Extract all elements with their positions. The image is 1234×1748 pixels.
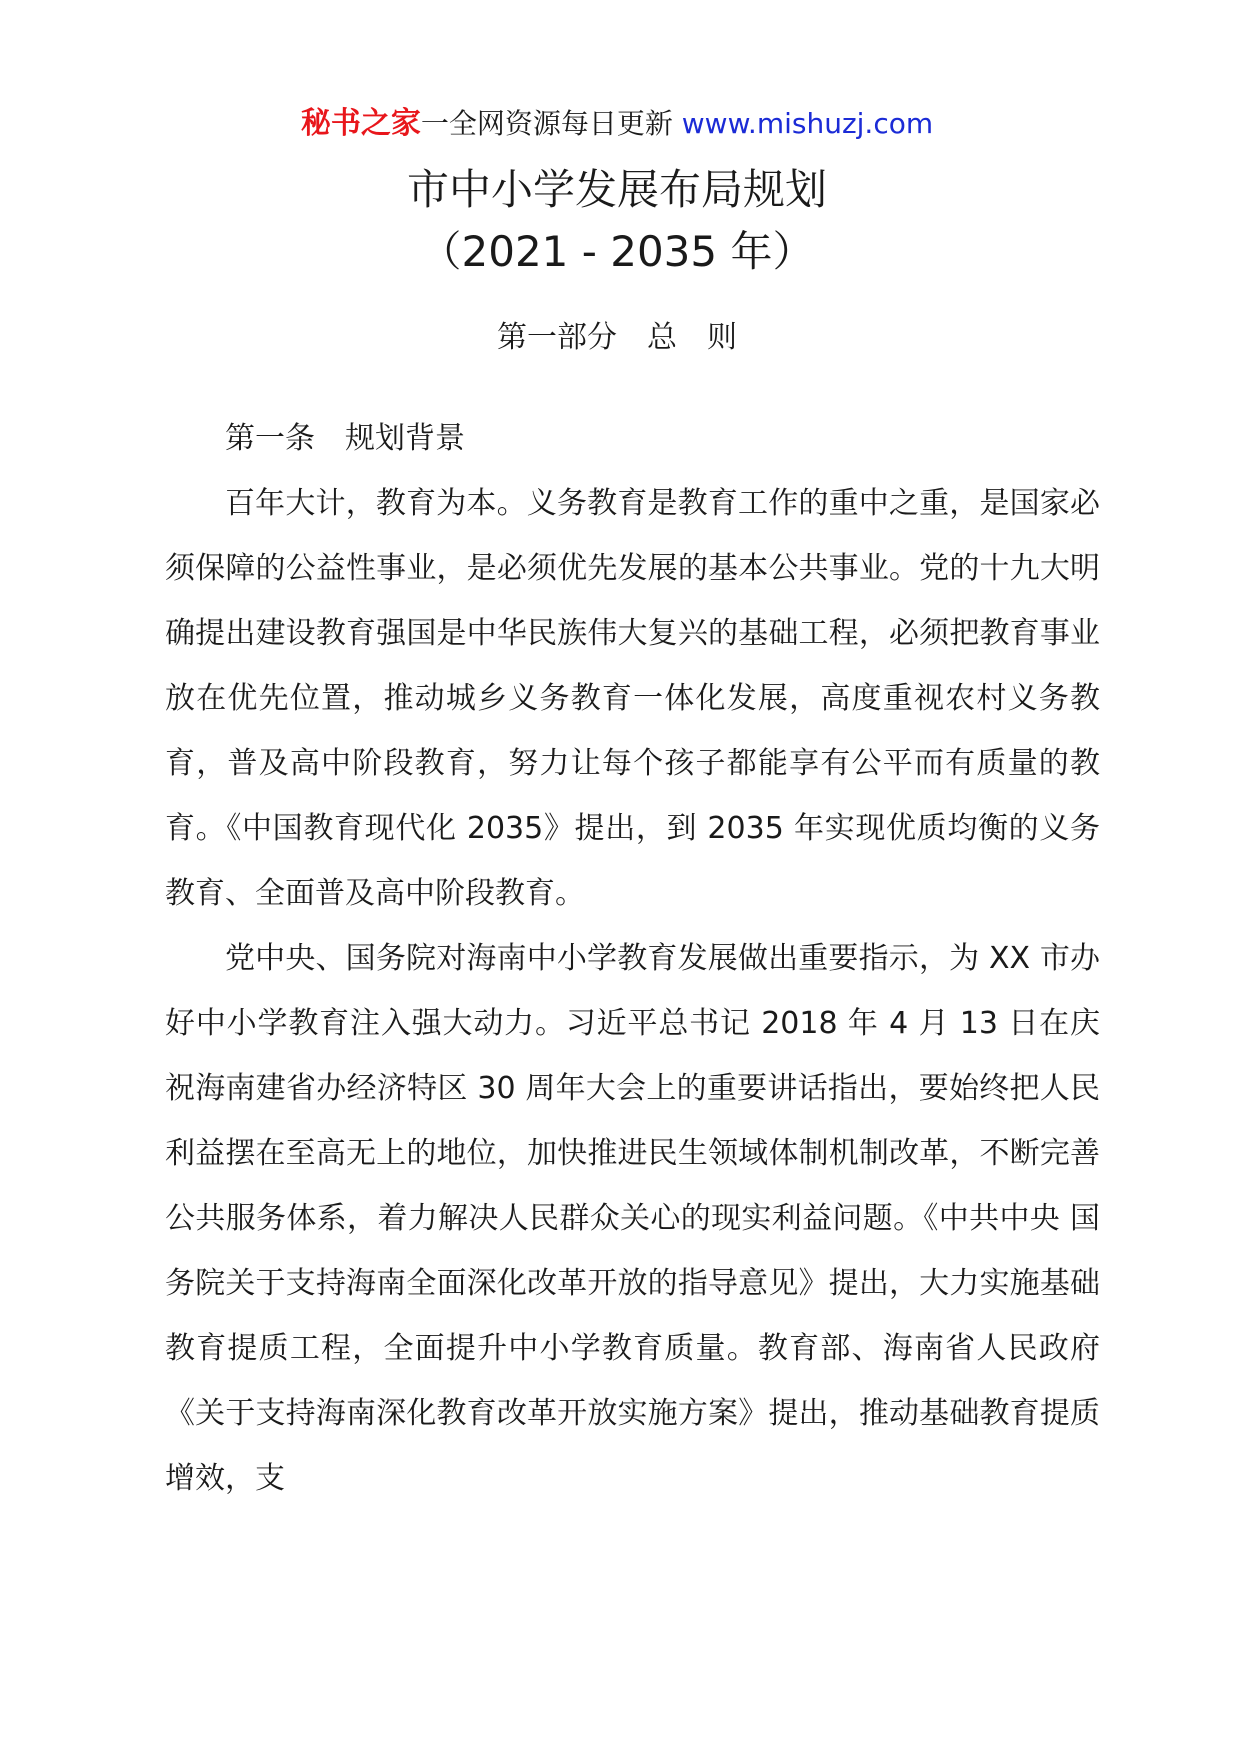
site-link[interactable]: www.mishuzj.com bbox=[681, 107, 934, 140]
header-tagline: 一全网资源每日更新 bbox=[420, 107, 673, 140]
brand-name: 秘书之家 bbox=[300, 106, 421, 141]
article-heading: 第一条 规划背景 bbox=[225, 421, 465, 456]
document-subtitle: （2021 - 2035 年） bbox=[419, 227, 815, 276]
paragraph: 百年大计，教育为本。义务教育是教育工作的重中之重，是国家必须保障的公益性事业，是必须优先发展的基本公共事业。党的十九大明确提出建设教育强国是中华民族伟大复兴的基础工程，必须把教育事业放在优先位置，推动城乡义务教育一体化发展，高度重视农村义务教育，普及高中阶段教育，努力让每个孩子都能享有公平而有质量的教育。《中国教育现代化 2035》提出，到 2035 年实现优质均衡的义务教育、全面普及高中阶段教育。 bbox=[165, 486, 1100, 911]
document-title: 市中小学发展布局规划 bbox=[406, 165, 827, 214]
header-banner bbox=[0, 104, 1234, 144]
part-heading: 第一部分 总 则 bbox=[497, 320, 737, 355]
paragraph: 党中央、国务院对海南中小学教育发展做出重要指示，为 XX 市办好中小学教育注入强大动力。习近平总书记 2018 年 4 月 13 日在庆祝海南建省办经济特区 30 周年大会上的重要讲话指出，要始终把人民利益摆在至高无上的地位，加快推进民生领域体制机制改革，不断完善公共服务体系，着力解决人民群众关心的现实利益问题。《中共中央 国务院关于支持海南全面深化改革开放的指导意见》提出，大力实施基础教育提质工程，全面提升中小学教育质量。教育部、海南省人民政府《关于支持海南深化教育改革开放实施方案》提出，推动基础教育提质增效，支 bbox=[165, 941, 1100, 1496]
body-text bbox=[165, 406, 1100, 1511]
